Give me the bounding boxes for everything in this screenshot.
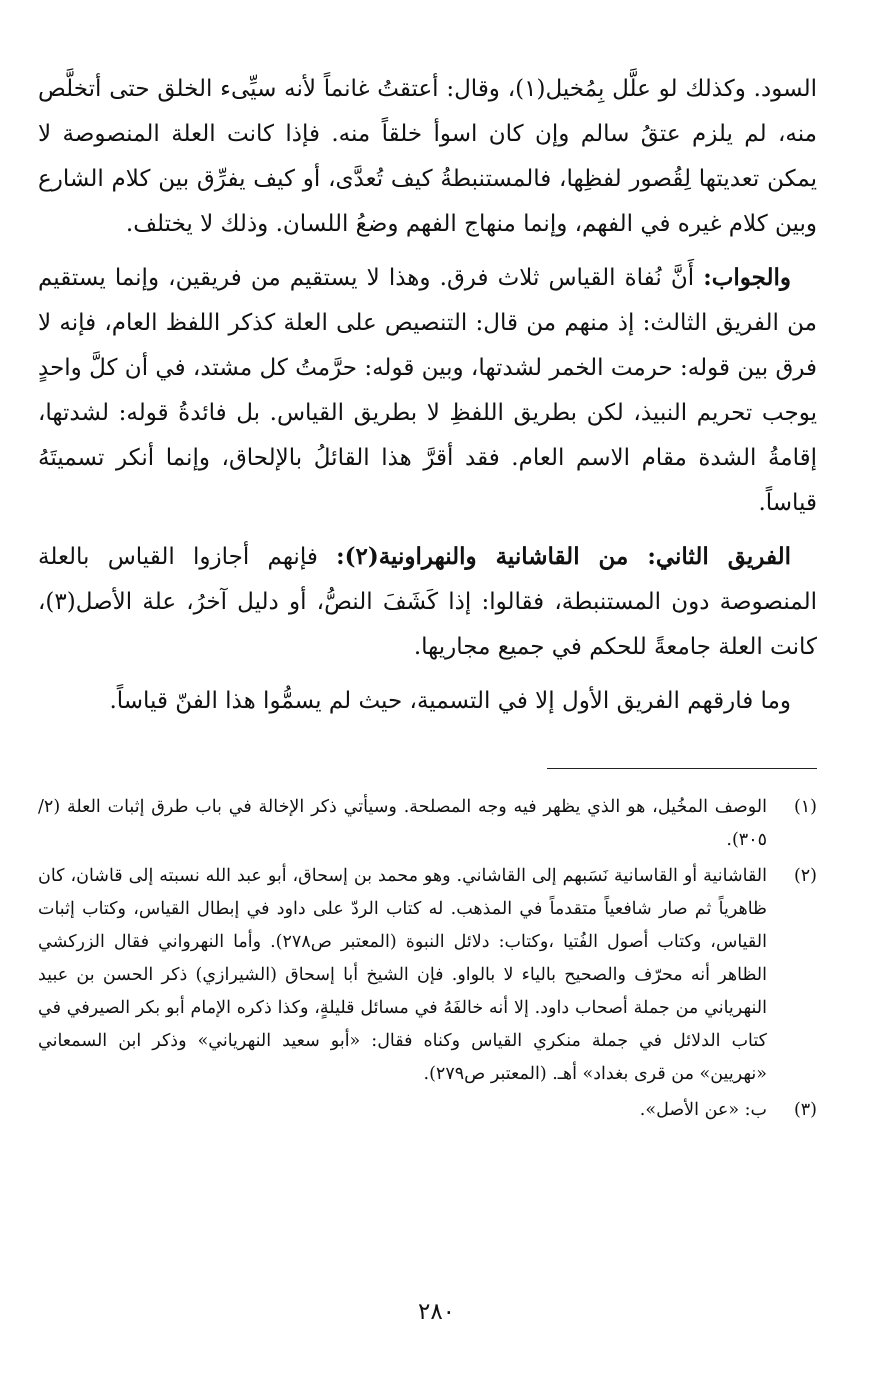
paragraph-text: وما فارقهم الفريق الأول إلا في التسمية، حيث لم يسمُّوا هذا الفنّ قياساً. xyxy=(109,688,791,714)
footnote-3 xyxy=(38,1094,817,1127)
paragraph-3 xyxy=(38,534,817,670)
paragraph-lead: الفريق الثاني: من القاشانية والنهراونية(٢): xyxy=(336,543,792,570)
paragraph-text: السود. وكذلك لو علَّل بِمُخيل(١)، وقال: أعتقتُ غانماً لأنه سيِّىء الخلق حتى أتخلَّص منه، لم يلزم عتقُ سالم وإن كان اسوأ خلقاً منه. فإذا كانت العلة المنصوصة لا يمكن تعديتها لِقُصور لفظِها، فالمستنبطةُ كيف تُعدَّى، أو كيف يفرِّق بين كلام الشارع وبين كلام غيره في الفهم، وإنما منهاج الفهم وضعُ اللسان. وذلك لا يختلف. xyxy=(38,76,817,237)
paragraph-text: فإنهم أجازوا القياس بالعلة المنصوصة دون المستنبطة، فقالوا: إذا كَشَفَ النصُّ، أو دليل آخرُ، علة الأصل(٣)، كانت العلة جامعةً للحكم في جميع مجاريها. xyxy=(38,544,817,660)
footnote-text: الوصف المخُيل، هو الذي يظهر فيه وجه المصلحة. وسيأتي ذكر الإخالة في باب طرق إثبات العلة (٢/ ٣٠٥). xyxy=(38,797,767,850)
footnote-number: (٣) xyxy=(793,1100,817,1120)
paragraph-lead: والجواب: xyxy=(703,264,791,291)
main-text xyxy=(38,66,817,724)
page-number: ٢٨٠ xyxy=(417,1299,456,1325)
footnote-2 xyxy=(38,860,817,1091)
footnote-separator xyxy=(547,768,817,769)
footnote-number: (٢) xyxy=(793,866,817,886)
footnote-1 xyxy=(38,791,817,857)
footnote-number: (١) xyxy=(793,797,817,817)
paragraph-text: أَنَّ نُفاة القياس ثلاث فرق. وهذا لا يستقيم من فريقين، وإنما يستقيم من الفريق الثالث: إذ منهم من قال: التنصيص على العلة كذكر اللفظ العام، فإنه لا فرق بين قوله: حرمت الخمر لشدتها، وبين قوله: حرَّمتُ كل مشتد، في أن كلَّ واحدٍ يوجب تحريم النبيذ، لكن بطريق اللفظِ لا بطريق القياس. بل فائدةُ قوله: لشدتها، إقامةُ الشدة مقام الاسم العام. فقد أقرَّ هذا القائلُ بالإلحاق، وإنما أنكر تسميتَهُ قياساً. xyxy=(38,265,817,516)
footnotes xyxy=(38,791,817,1127)
paragraph-2 xyxy=(38,255,817,526)
footnote-text: ب: «عن الأصل». xyxy=(639,1100,767,1120)
footnote-text: القاشانية أو القاسانية نَسَبهم إلى القاشاني. وهو محمد بن إسحاق، أبو عبد الله نسبته إلى قاشان، كان ظاهرياً ثم صار شافعياً متقدماً في المذهب. له كتاب الردّ على داود في إبطال القياس، وكتاب إثبات القياس، وكتاب أصول الفُتيا ،وكتاب: دلائل النبوة (المعتبر ص٢٧٨). وأما النهرواني فقال الزركشي الظاهر أنه محرّف والصحيح بالياء لا بالواو. فإن الشيخ أبا إسحاق (الشيرازي) ذكر الحسن بن عبيد النهرياني من جملة أصحاب داود. إلا أنه خالفَهُ في مسائل قليلةٍ، وكذا ذكره الإمام أبو بكر الصيرفي في كتاب الدلائل في جملة منكري القياس وكناه فقال: «أبو سعيد النهرياني» وذكر ابن السمعاني «نهريين» من قرى بغداد» أهـ. (المعتبر ص٢٧٩). xyxy=(38,866,767,1084)
paragraph-1 xyxy=(38,66,817,247)
paragraph-4 xyxy=(38,678,817,724)
